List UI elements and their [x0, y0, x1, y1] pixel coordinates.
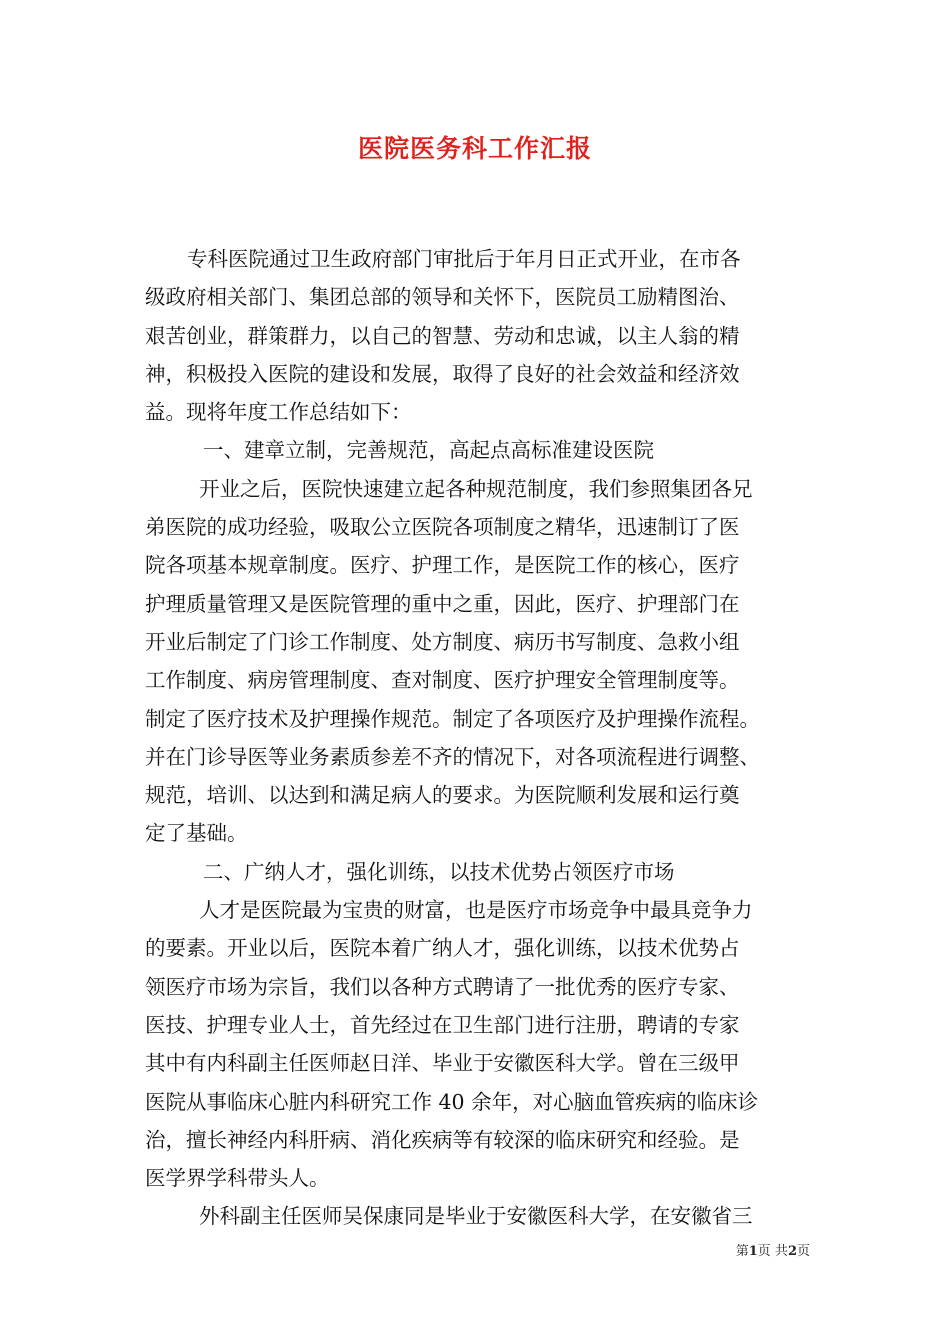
- footer-prefix: 第: [735, 1244, 749, 1259]
- section-heading-2: 二、广纳人才，强化训练，以技术优势占领医疗市场: [203, 859, 675, 884]
- text-line: 级政府相关部门、集团总部的领导和关怀下，医院员工励精图治、: [145, 285, 740, 310]
- text-line: 领医疗市场为宗旨，我们以各种方式聘请了一批优秀的医疗专家、: [145, 974, 740, 999]
- text-line: 神，积极投入医院的建设和发展，取得了良好的社会效益和经济效: [145, 361, 740, 386]
- text-line: 治，擅长神经内科肝病、消化疾病等有较深的临床研究和经验。是: [145, 1127, 740, 1152]
- text-line: 开业后制定了门诊工作制度、处方制度、病历书写制度、急救小组: [145, 629, 740, 654]
- footer-suffix: 页: [796, 1244, 810, 1259]
- text-line: 专科医院通过卫生政府部门审批后于年月日正式开业，在市各: [187, 247, 741, 271]
- text-line: 人才是医院最为宝贵的财富，也是医疗市场竞争中最具竞争力: [199, 898, 753, 923]
- text-line: 益。现将年度工作总结如下：: [145, 400, 412, 425]
- text-line: 开业之后，医院快速建立起各种规范制度，我们参照集团各兄: [199, 476, 753, 501]
- footer-page-number: 1: [748, 1244, 758, 1259]
- document-body: [145, 240, 825, 1236]
- footer-total-pages: 2: [787, 1244, 797, 1259]
- text-line: 护理质量管理又是医院管理的重中之重，因此，医疗、护理部门在: [145, 591, 740, 616]
- text-line: 医技、护理专业人士，首先经过在卫生部门进行注册，聘请的专家: [145, 1012, 740, 1037]
- text-line: 的要素。开业以后，医院本着广纳人才，强化训练，以技术优势占: [145, 936, 740, 961]
- footer-middle: 页 共: [757, 1244, 788, 1259]
- text-line: 院各项基本规章制度。医疗、护理工作，是医院工作的核心，医疗: [145, 553, 740, 578]
- text-line: 制定了医疗技术及护理操作规范。制定了各项医疗及护理操作流程。: [145, 706, 760, 731]
- text-line: 弟医院的成功经验，吸取公立医院各项制度之精华，迅速制订了医: [145, 515, 740, 540]
- text-line: 外科副主任医师吴保康同是毕业于安徽医科大学，在安徽省三: [199, 1204, 753, 1229]
- text-line: 工作制度、病房管理制度、查对制度、医疗护理安全管理制度等。: [145, 668, 740, 693]
- text-line: 定了基础。: [145, 821, 248, 846]
- page-footer: [736, 1243, 810, 1261]
- text-line: 规范，培训、以达到和满足病人的要求。为医院顺利发展和运行奠: [145, 783, 740, 808]
- document-title: 医院医务科工作汇报: [357, 134, 592, 163]
- section-heading-1: 一、建章立制，完善规范，高起点高标准建设医院: [203, 438, 654, 463]
- text-line: 并在门诊导医等业务素质参差不齐的情况下，对各项流程进行调整、: [145, 744, 760, 769]
- text-line: 艰苦创业，群策群力，以自己的智慧、劳动和忠诚，以主人翁的精: [145, 323, 740, 348]
- text-line: 医学界学科带头人。: [145, 1166, 330, 1191]
- text-line: 其中有内科副主任医师赵日洋、毕业于安徽医科大学。曾在三级甲: [145, 1051, 740, 1076]
- text-line: 医院从事临床心脏内科研究工作 40 余年，对心脑血管疾病的临床诊: [145, 1089, 759, 1114]
